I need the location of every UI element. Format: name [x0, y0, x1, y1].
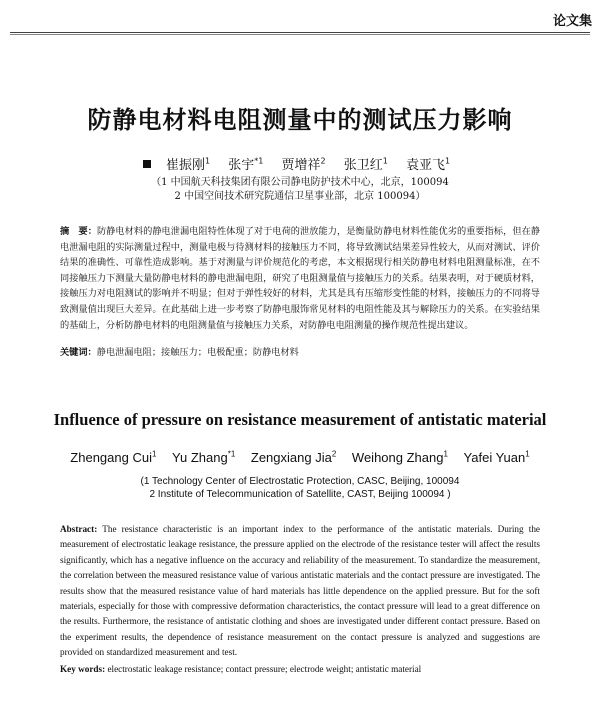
keywords-label: 关键词：	[60, 347, 97, 358]
english-abstract	[60, 522, 540, 661]
english-keywords	[60, 664, 540, 674]
keywords-text: electrostatic leakage resistance; contact pressure; electrode weight; antistatic material	[107, 664, 422, 674]
author: 张卫红$^1$	[343, 156, 388, 173]
author: 崔振刚$^1$	[166, 156, 211, 173]
affiliation-line: （1 中国航天科技集团有限公司静电防护技术中心，北京，100094	[151, 177, 449, 188]
author: Yafei Yuan$^1$	[463, 450, 530, 466]
chinese-abstract	[60, 224, 540, 333]
abstract-text: 防静电材料的静电泄漏电阻特性体现了对于电荷的泄放能力，是衡量防静电材料性能优劣的重要指标，但在静电泄漏电阻的实际测量过程中，测量电极与待测材料的接触压力不同，将导致测试结果差异性较大，从而对测试、评价结果的准确性、可靠性造成影响。基于对测量与评价规范化的考虑，本文根据现行相关防静电材料电阻测量标准，在不同接触压力下测量大量防静电材料的静电泄漏电阻，研究了电阻测量值与接触压力的关系。结果表明，对于硬质材料，接触压力对电阻测试的影响并不明显；但对于弹性较好的材料，尤其是具有压缩形变性能的材料，接触压力的不同将导致测量值出现巨大差异。在此基础上进一步考察了防静电服饰常见材料的电阻性能及其与解除压力的关系。在实验结果的基础上，分析防静电材料的电阻测量值与接触压力关系，对防静电电阻测量的操作规范性提出建议。	[60, 226, 541, 331]
author: Zhengang Cui$^1$	[70, 450, 157, 466]
keywords-text: 静电泄漏电阻；接触压力；电极配重；防静电材料	[96, 347, 299, 358]
affiliation-line: 2 中国空间技术研究院通信卫星事业部，北京 100094）	[174, 191, 426, 202]
author: Zengxiang Jia$^2$	[250, 450, 337, 466]
english-affiliations	[0, 475, 600, 501]
keywords-label: Key words:	[60, 664, 106, 674]
author: Weihong Zhang$^1$	[351, 450, 448, 466]
author: 贾增祥$^2$	[281, 156, 326, 173]
affiliation-line: 2 Institute of Telecommunication of Satellite, CAST, Beijing 100094 )	[149, 489, 451, 500]
author: 袁亚飞$^1$	[406, 156, 451, 173]
chinese-keywords	[60, 346, 540, 360]
chinese-affiliations	[0, 176, 600, 204]
chinese-title: 防静电材料电阻测量中的测试压力影响	[87, 105, 513, 134]
english-title: Influence of pressure on resistance measurement of antistatic material	[53, 410, 547, 429]
chinese-author-list	[0, 154, 600, 173]
header-rule	[10, 32, 590, 33]
author-bullet-icon	[143, 160, 151, 168]
author: Yu Zhang$^{*1}$	[172, 450, 236, 466]
header-rule-secondary	[10, 34, 590, 35]
english-author-list	[0, 450, 600, 465]
abstract-label: 摘 要：	[60, 226, 97, 237]
affiliation-line: (1 Technology Center of Electrostatic Protection, CASC, Beijing, 100094	[140, 476, 460, 487]
abstract-text: The resistance characteristic is an important index to the performance of the antistatic materials. During the measurement of electrostatic leakage resistance, the pressure applied on the electrode of the resistance tester will affect the results significantly, which has a negative influence on the accuracy and reliability of the measurement. To standardize the measurement, the correlation between the measured resistance value of various antistatic materials and the contact pressure are investigated. The results show that the measured resistance value of hard materials has little dependence on the applied pressure. But for the soft materials, especially for those with compressive deformation characteristics, the contact pressure will lead to a great difference on the results. Furthermore, the resistance of antistatic clothing and shoes are investigated under different contact pressure. Based on the experiment results, the dependence of resistance measurement on the contact pressure is analyzed and suggestions are provided on standardized measurement and test.	[60, 524, 540, 658]
section-label: 论文集	[552, 14, 592, 29]
abstract-label: Abstract:	[60, 524, 98, 534]
author: 张宇$^{*1}$	[228, 156, 264, 173]
